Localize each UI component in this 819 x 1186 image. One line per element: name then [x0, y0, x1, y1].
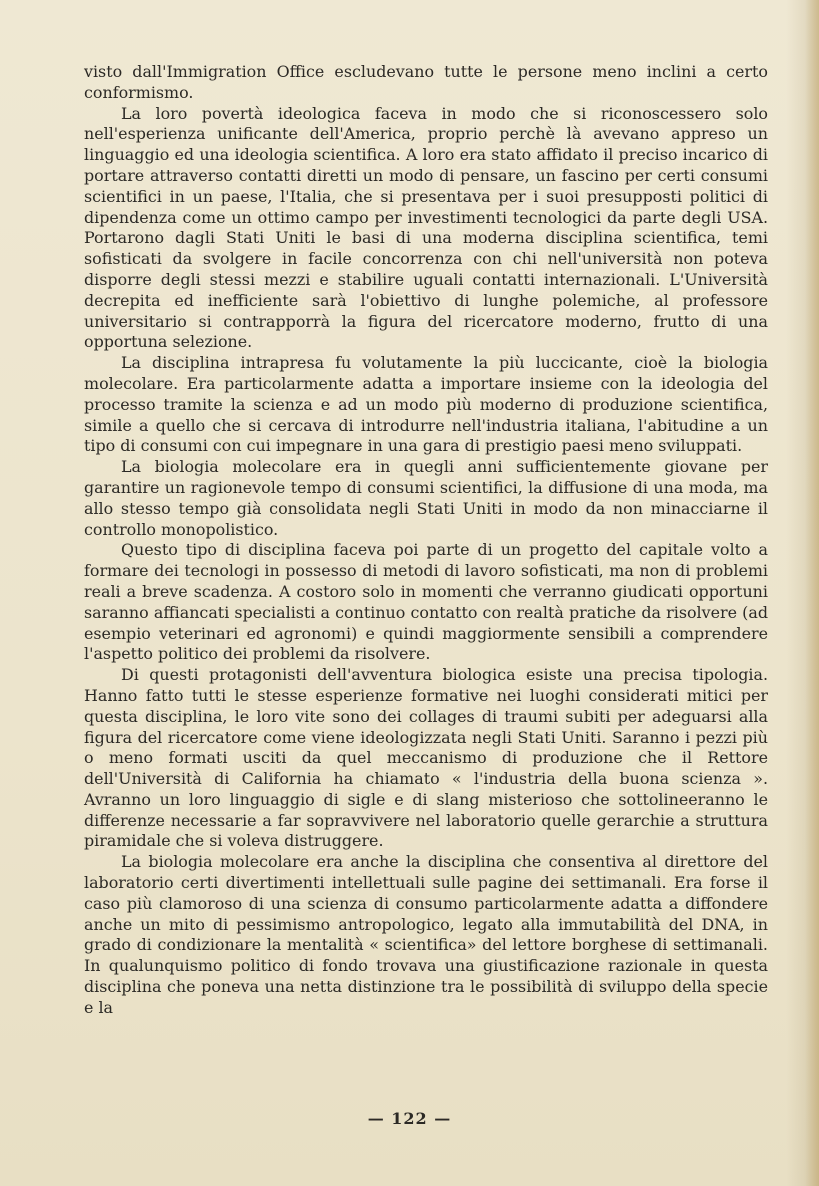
paragraph-7: La biologia molecolare era anche la disciplina che consentiva al direttore del laboratorio certi divertimenti intellettuali sulle pagine dei settimanali. Era forse il caso più clamoroso di una scienza di consumo particolarmente adatta a diffondere anche un mito di pessimismo antropologico, legato alla immutabilità del DNA, in grado di condizionare la mentalità « scientifica» del lettore borghese di settimanali. In qualunquismo politico di fondo trovava una giustificazione razionale in questa disciplina che poneva una netta distinzione tra le possibilità di sviluppo della specie e la	[84, 852, 768, 1017]
paragraph-3: La disciplina intrapresa fu volutamente la più luccicante, cioè la biologia molecolare. Era particolarmente adatta a importare insieme con la ideologia del processo tramite la scienza e ad un modo più moderno di produzione scientifica, simile a quello che si cercava di introdurre nell'industria italiana, l'abitudine a un tipo di consumi con cui impegnare in una gara di prestigio paesi meno sviluppati.	[84, 353, 768, 456]
paragraph-5: Questo tipo di disciplina faceva poi parte di un progetto del capitale volto a formare dei tecnologi in possesso di metodi di lavoro sofisticati, ma non di problemi reali a breve scadenza. A costoro solo in momenti che verranno giudicati opportuni saranno affiancati specialisti a continuo contatto con realtà pratiche da risolvere (ad esempio veterinari ed agronomi) e quindi maggiormente sensibili a comprendere l'aspetto politico dei problemi da risolvere.	[84, 540, 768, 664]
page-number: — 122 —	[367, 1109, 452, 1128]
paragraph-1: visto dall'Immigration Office escludevano tutte le persone meno inclini a certo conformismo.	[84, 62, 768, 102]
body-text	[84, 62, 768, 1019]
paragraph-2: La loro povertà ideologica faceva in modo che si riconoscessero solo nell'esperienza unificante dell'America, proprio perchè là avevano appreso un linguaggio ed una ideologia scientifica. A loro era stato affidato il preciso incarico di portare attraverso contatti diretti un modo di pensare, un fascino per certi consumi scientifici in un paese, l'Italia, che si presentava per i suoi presupposti politici di dipendenza come un ottimo campo per investimenti tecnologici da parte degli USA. Portarono dagli Stati Uniti le basi di una moderna disciplina scientifica, temi sofisticati da svolgere in facile concorrenza con chi nell'università non poteva disporre degli stessi mezzi e stabilire uguali contatti internazionali. L'Università decrepita ed inefficiente sarà l'obiettivo di lunghe polemiche, al professore universitario si contrapporrà la figura del ricercatore moderno, frutto di una opportuna selezione.	[84, 103, 768, 352]
paragraph-4: La biologia molecolare era in quegli anni sufficientemente giovane per garantire un ragionevole tempo di consumi scientifici, la diffusione di una moda, ma allo stesso tempo già consolidata negli Stati Uniti in modo da non minacciarne il controllo monopolistico.	[84, 457, 768, 539]
paragraph-6: Di questi protagonisti dell'avventura biologica esiste una precisa tipologia. Hanno fatto tutti le stesse esperienze formative nei luoghi considerati mitici per questa disciplina, le loro vite sono dei collages di traumi subiti per adeguarsi alla figura del ricercatore come viene ideologizzata negli Stati Uniti. Saranno i pezzi più o meno formati usciti da quel meccanismo di produzione che il Rettore dell'Università di California ha chiamato « l'industria della buona scienza ». Avranno un loro linguaggio di sigle e di slang misterioso che sottolineeranno le differenze necessarie a far sopravvivere nel laboratorio quelle gerarchie a struttura piramidale che si voleva distruggere.	[84, 665, 768, 851]
page-edge-stain	[805, 0, 819, 1186]
